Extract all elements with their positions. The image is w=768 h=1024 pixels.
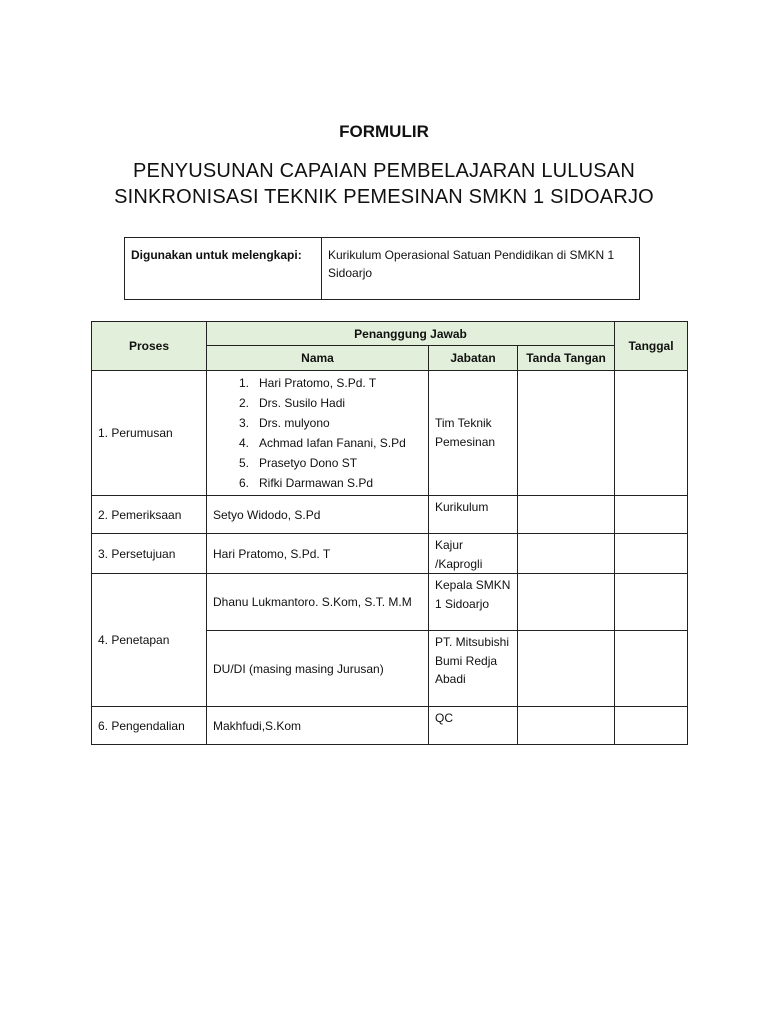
jabatan-cell: Tim Teknik Pemesinan xyxy=(429,371,518,496)
form-subtitle-line2: SINKRONISASI TEKNIK PEMESINAN SMKN 1 SIDOARJO xyxy=(114,186,654,208)
tanda-tangan-cell[interactable] xyxy=(518,631,615,707)
nama-cell: DU/DI (masing masing Jurusan) xyxy=(207,631,429,707)
proses-cell: 6. Pengendalian xyxy=(92,707,207,745)
header-penanggung-jawab: Penanggung Jawab xyxy=(207,322,615,346)
form-subtitle-line1: PENYUSUNAN CAPAIAN PEMBELAJARAN LULUSAN xyxy=(132,160,635,182)
table-row xyxy=(92,574,688,631)
name-list xyxy=(213,373,422,493)
jabatan-cell: Kepala SMKN 1 Sidoarjo xyxy=(429,574,518,631)
jabatan-cell: PT. Mitsubishi Bumi Redja Abadi xyxy=(429,631,518,707)
tanda-tangan-cell[interactable] xyxy=(518,707,615,745)
tanggal-cell[interactable] xyxy=(615,534,688,574)
tanggal-cell[interactable] xyxy=(615,707,688,745)
jabatan-cell: Kajur /Kaprogli xyxy=(429,534,518,574)
nama-cell: Dhanu Lukmantoro. S.Kom, S.T. M.M xyxy=(207,574,429,631)
header-tanggal: Tanggal xyxy=(615,322,688,371)
proses-cell: 3. Persetujuan xyxy=(92,534,207,574)
proses-cell: 4. Penetapan xyxy=(92,574,207,707)
list-item: 4. Achmad Iafan Fanani, S.Pd xyxy=(239,436,406,450)
table-row xyxy=(92,707,688,745)
list-item: 6. Rifki Darmawan S.Pd xyxy=(239,476,374,490)
nama-cell: Setyo Widodo, S.Pd xyxy=(207,496,429,534)
header-jabatan: Jabatan xyxy=(429,346,518,371)
info-value: Kurikulum Operasional Satuan Pendidikan di SMKN 1 Sidoarjo xyxy=(322,238,640,300)
table-row xyxy=(92,371,688,496)
info-table xyxy=(124,237,640,300)
table-row xyxy=(92,534,688,574)
header-proses: Proses xyxy=(92,322,207,371)
proses-cell: 2. Pemeriksaan xyxy=(92,496,207,534)
nama-cell: Makhfudi,S.Kom xyxy=(207,707,429,745)
tanggal-cell[interactable] xyxy=(615,631,688,707)
list-item: 3. Drs. mulyono xyxy=(239,416,330,430)
tanda-tangan-cell[interactable] xyxy=(518,534,615,574)
list-item: 5. Prasetyo Dono ST xyxy=(239,456,358,470)
form-title: FORMULIR xyxy=(339,122,429,141)
jabatan-cell: QC xyxy=(429,707,518,745)
list-item: 1. Hari Pratomo, S.Pd. T xyxy=(239,376,377,390)
tanda-tangan-cell[interactable] xyxy=(518,371,615,496)
tanggal-cell[interactable] xyxy=(615,496,688,534)
proses-cell: 1. Perumusan xyxy=(92,371,207,496)
nama-cell: Hari Pratomo, S.Pd. T xyxy=(207,534,429,574)
tanda-tangan-cell[interactable] xyxy=(518,574,615,631)
list-item: 2. Drs. Susilo Hadi xyxy=(239,396,346,410)
tanggal-cell[interactable] xyxy=(615,371,688,496)
info-label: Digunakan untuk melengkapi: xyxy=(125,238,322,300)
table-row xyxy=(92,496,688,534)
header-tanda-tangan: Tanda Tangan xyxy=(518,346,615,371)
header-nama: Nama xyxy=(207,346,429,371)
tanda-tangan-cell[interactable] xyxy=(518,496,615,534)
process-table xyxy=(91,321,688,745)
tanggal-cell[interactable] xyxy=(615,574,688,631)
jabatan-cell: Kurikulum xyxy=(429,496,518,534)
nama-cell xyxy=(207,371,429,496)
